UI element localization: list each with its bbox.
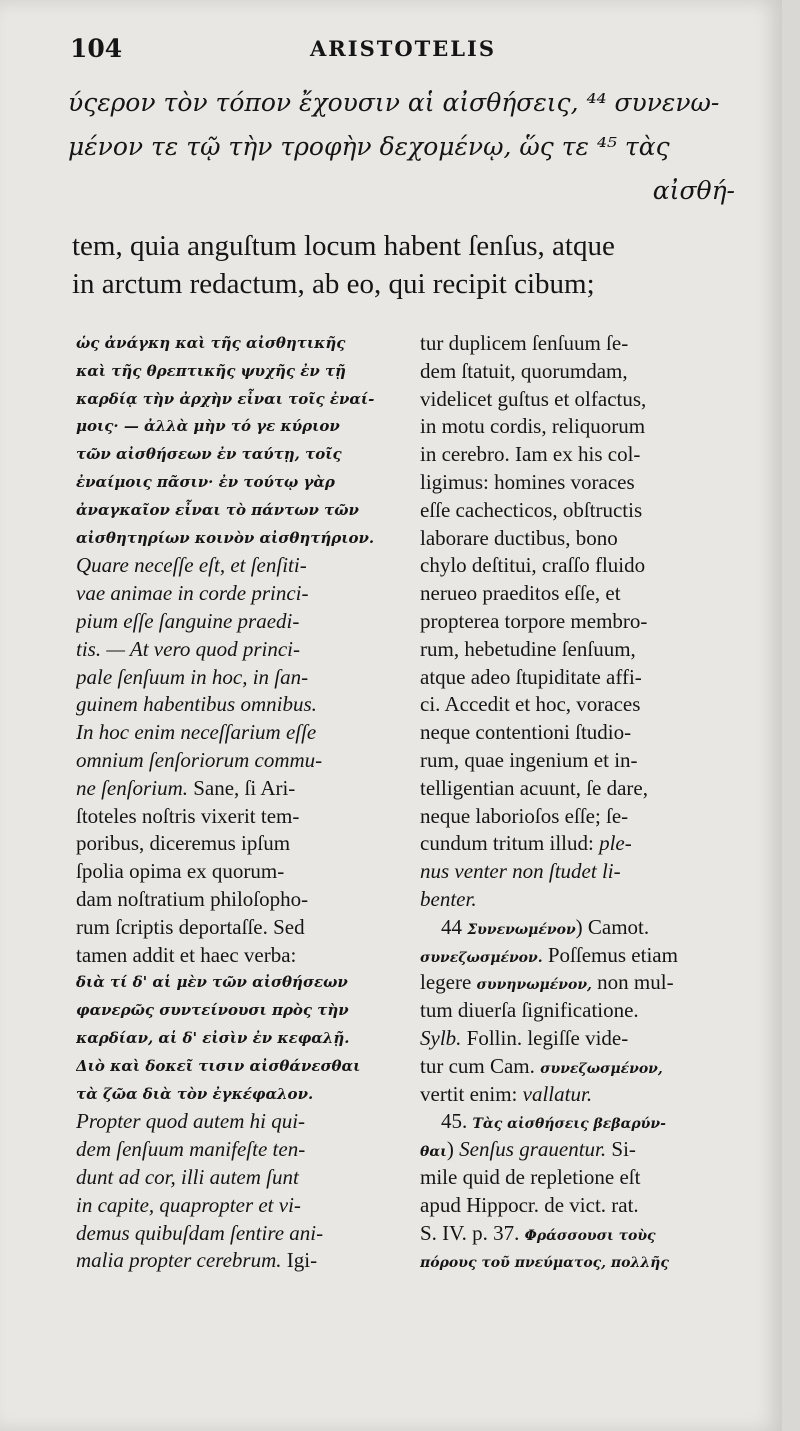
commentary-line: ſpolia opima ex quorum-	[76, 859, 285, 884]
footnote-44-line	[420, 942, 760, 970]
greek-quote-line: τὰ ζῶα διὰ τὸν ἐγκέφαλον.	[76, 1084, 314, 1103]
commentary-line: telligentian acuunt, ſe dare,	[420, 775, 648, 800]
greek-quote-line: ὡς ἀνάγκη καὶ τῆς αἰσθητικῆς	[76, 334, 346, 352]
footnote-45-line: mile quid de repletione eſt	[420, 1164, 641, 1189]
commentary-line: in motu cordis, reliquorum	[420, 414, 646, 439]
translation-line: demus quibuſdam ſentire ani-	[76, 1220, 324, 1245]
translation-line: guinem habentibus omnibus.	[76, 692, 317, 717]
commentary-line: rum ſcriptis deportaſſe. Sed	[76, 914, 305, 939]
greek-quote-line: ἀναγκαῖον εἶναι τὸ πάντων τῶν	[76, 500, 359, 519]
footnote-45-line	[420, 1136, 760, 1164]
commentary-line: ſtoteles noſtris vixerit tem-	[76, 803, 300, 828]
commentary-line: tur duplicem ſenſuum ſe-	[420, 331, 629, 355]
greek-word: συνεζωσμένον,	[540, 1060, 663, 1077]
greek-quote: Φράσσουσι τοὺς	[524, 1227, 656, 1244]
footnote-44-line	[420, 1025, 760, 1053]
greek-lemma: Συνενωμένον	[467, 921, 576, 938]
commentary-right-column	[420, 330, 760, 1275]
greek-text-line: μένον τε τῷ τὴν τροφὴν δεχομένῳ, ὥς τε ⁴⁵ τὰς	[68, 132, 670, 161]
greek-quote-line: διὰ τί δ' αἱ μὲν τῶν αἰσθήσεων	[76, 973, 348, 992]
greek-word: θαι	[420, 1144, 447, 1161]
greek-word: συνηνωμένον,	[476, 977, 592, 994]
running-title: ARISTOTELIS	[310, 36, 497, 61]
latin-translation-line: tem, quia anguſtum locum habent ſenſus, atque	[72, 230, 615, 262]
footnote-44-line	[420, 969, 760, 997]
footnote-text: non mul-	[591, 970, 674, 995]
commentary-line: chylo deſtitui, craſſo fluido	[420, 553, 646, 578]
translation-line: dem ſenſuum manifeſte ten-	[76, 1137, 306, 1162]
commentary-line: eſſe cachecticos, obſtructis	[420, 497, 643, 522]
greek-quote-line: καρδίᾳ τὴν ἀρχὴν εἶναι τοῖς ἐναί-	[76, 389, 375, 408]
footnote-number: 44	[441, 914, 468, 939]
footnote-text: S. IV. p. 37.	[420, 1220, 525, 1245]
commentary-line: poribus, diceremus ipſum	[76, 831, 291, 856]
commentary-line: ci. Accedit et hoc, voraces	[420, 692, 641, 717]
commentary-line: ligimus: homines voraces	[420, 469, 635, 494]
translation-line: tis. — At vero quod princi-	[76, 636, 300, 661]
greek-quote-line: Διὸ καὶ δοκεῖ τισιν αἰσθάνεσθαι	[76, 1056, 361, 1075]
commentary-line: tamen addit et haec verba:	[76, 942, 297, 967]
translation-line: pium eſſe ſanguine praedi-	[76, 608, 300, 633]
greek-quote-line: ἐναίμοις πᾶσιν· ἐν τούτῳ γὰρ	[76, 472, 335, 491]
footnote-44-line	[420, 914, 760, 942]
footnote-45-line	[420, 1108, 760, 1136]
commentary-left-column	[76, 330, 406, 1275]
greek-quote-line: αἰσθητηρίων κοινὸν αἰσθητήριον.	[76, 528, 375, 547]
greek-quote-line: μοις· — ἀλλὰ μὴν τό γε κύριον	[76, 417, 340, 436]
greek-text-line: ύςερον τὸν τόπον ἔχουσιν αἱ αἰσθήσεις, ⁴⁴ συνενω-	[68, 88, 720, 117]
commentary-line	[420, 830, 760, 858]
footnote-45-line	[420, 1247, 760, 1275]
translation-line: Quare neceſſe eſt, et ſenſiti-	[76, 553, 307, 578]
commentary-text: cundum tritum illud:	[420, 831, 600, 856]
translation-line: vae animae in corde princi-	[76, 581, 309, 606]
greek-lemma: Τὰς αἰσθήσεις βεβαρύν-	[472, 1116, 666, 1133]
quote-text: ple-	[599, 831, 632, 856]
commentary-line: dam noſtratium philoſopho-	[76, 886, 309, 911]
commentary-line: nerueo praeditos eſſe, et	[420, 581, 621, 606]
latin-translation-line: in arctum redactum, ab eo, qui recipit cibum;	[72, 268, 595, 300]
footnote-number: 45.	[441, 1109, 473, 1134]
greek-word: συνεζωσμένον.	[420, 949, 543, 966]
footnote-45-line: apud Hippocr. de vict. rat.	[420, 1192, 639, 1217]
translation-phrase: Senſus grauentur.	[459, 1137, 607, 1162]
commentary-line: rum, hebetudine ſenſuum,	[420, 636, 636, 661]
footnote-text: legere	[420, 970, 477, 995]
translation-line: In hoc enim neceſſarium eſſe	[76, 720, 317, 745]
commentary-line: laborare ductibus, bono	[420, 525, 618, 550]
footnote-text: Si-	[606, 1137, 636, 1162]
footnote-text: ) Camot.	[575, 914, 650, 939]
quote-line: benter.	[420, 886, 477, 911]
footnote-44-line: tum diuerſa ſignificatione.	[420, 998, 639, 1023]
translation-line: Propter quod autem hi qui-	[76, 1109, 306, 1134]
quote-line: nus venter non ſtudet li-	[420, 859, 621, 884]
greek-quote: πόρους τοῦ πνεύματος, πολλῆς	[420, 1255, 669, 1272]
page-number: 104	[70, 34, 123, 63]
commentary-line: propterea torpore membro-	[420, 608, 648, 633]
greek-quote-line: καὶ τῆς θρεπτικῆς ψυχῆς ἐν τῇ	[76, 361, 346, 380]
footnote-45-line	[420, 1220, 760, 1248]
commentary-line: neque laborioſos eſſe; ſe-	[420, 803, 629, 828]
author-abbrev: Sylb.	[420, 1025, 462, 1050]
commentary-line: in cerebro. Iam ex his col-	[420, 442, 641, 467]
greek-quote-line: τῶν αἰσθήσεων ἐν ταύτῃ, τοῖς	[76, 445, 342, 464]
footnote-text: )	[446, 1137, 460, 1162]
translation-line: in capite, quapropter et vi-	[76, 1192, 301, 1217]
footnote-text: Follin. legiſſe vide-	[461, 1025, 629, 1050]
translation-line: omnium ſenſoriorum commu-	[76, 747, 323, 772]
footnote-44-line	[420, 1081, 760, 1109]
page-header	[70, 34, 730, 64]
greek-text-line: αἰσθή-	[652, 176, 735, 205]
footnote-text: Poſſemus etiam	[542, 942, 678, 967]
commentary-line: videlicet guſtus et olfactus,	[420, 386, 647, 411]
commentary-line: dem ſtatuit, quorumdam,	[420, 358, 628, 383]
commentary-line: atque adeo ſtupiditate affi-	[420, 664, 642, 689]
quote-text: malia propter cerebrum.	[76, 1248, 282, 1273]
greek-quote-line: καρδίαν, αἱ δ' εἰσὶν ἐν κεφαλῇ.	[76, 1028, 350, 1047]
commentary-text: Sane, ſi Ari-	[187, 775, 296, 800]
commentary-text: Igi-	[281, 1248, 318, 1273]
translation-line: dunt ad cor, illi autem ſunt	[76, 1164, 299, 1189]
greek-quote-line: φανερῶς συντείνουσι πρὸς τὴν	[76, 1001, 349, 1020]
commentary-line	[76, 775, 406, 803]
translation-line: pale ſenſuum in hoc, in ſan-	[76, 664, 309, 689]
footnote-text: vertit enim:	[420, 1081, 523, 1106]
footnote-44-line	[420, 1053, 760, 1081]
commentary-line: neque contentioni ſtudio-	[420, 720, 632, 745]
commentary-line: rum, quae ingenium et in-	[420, 747, 638, 772]
footnote-text: tur cum Cam.	[420, 1053, 541, 1078]
translation-word: vallatur.	[522, 1081, 593, 1106]
commentary-line	[76, 1247, 406, 1275]
quote-text: ne ſenſorium.	[76, 775, 188, 800]
